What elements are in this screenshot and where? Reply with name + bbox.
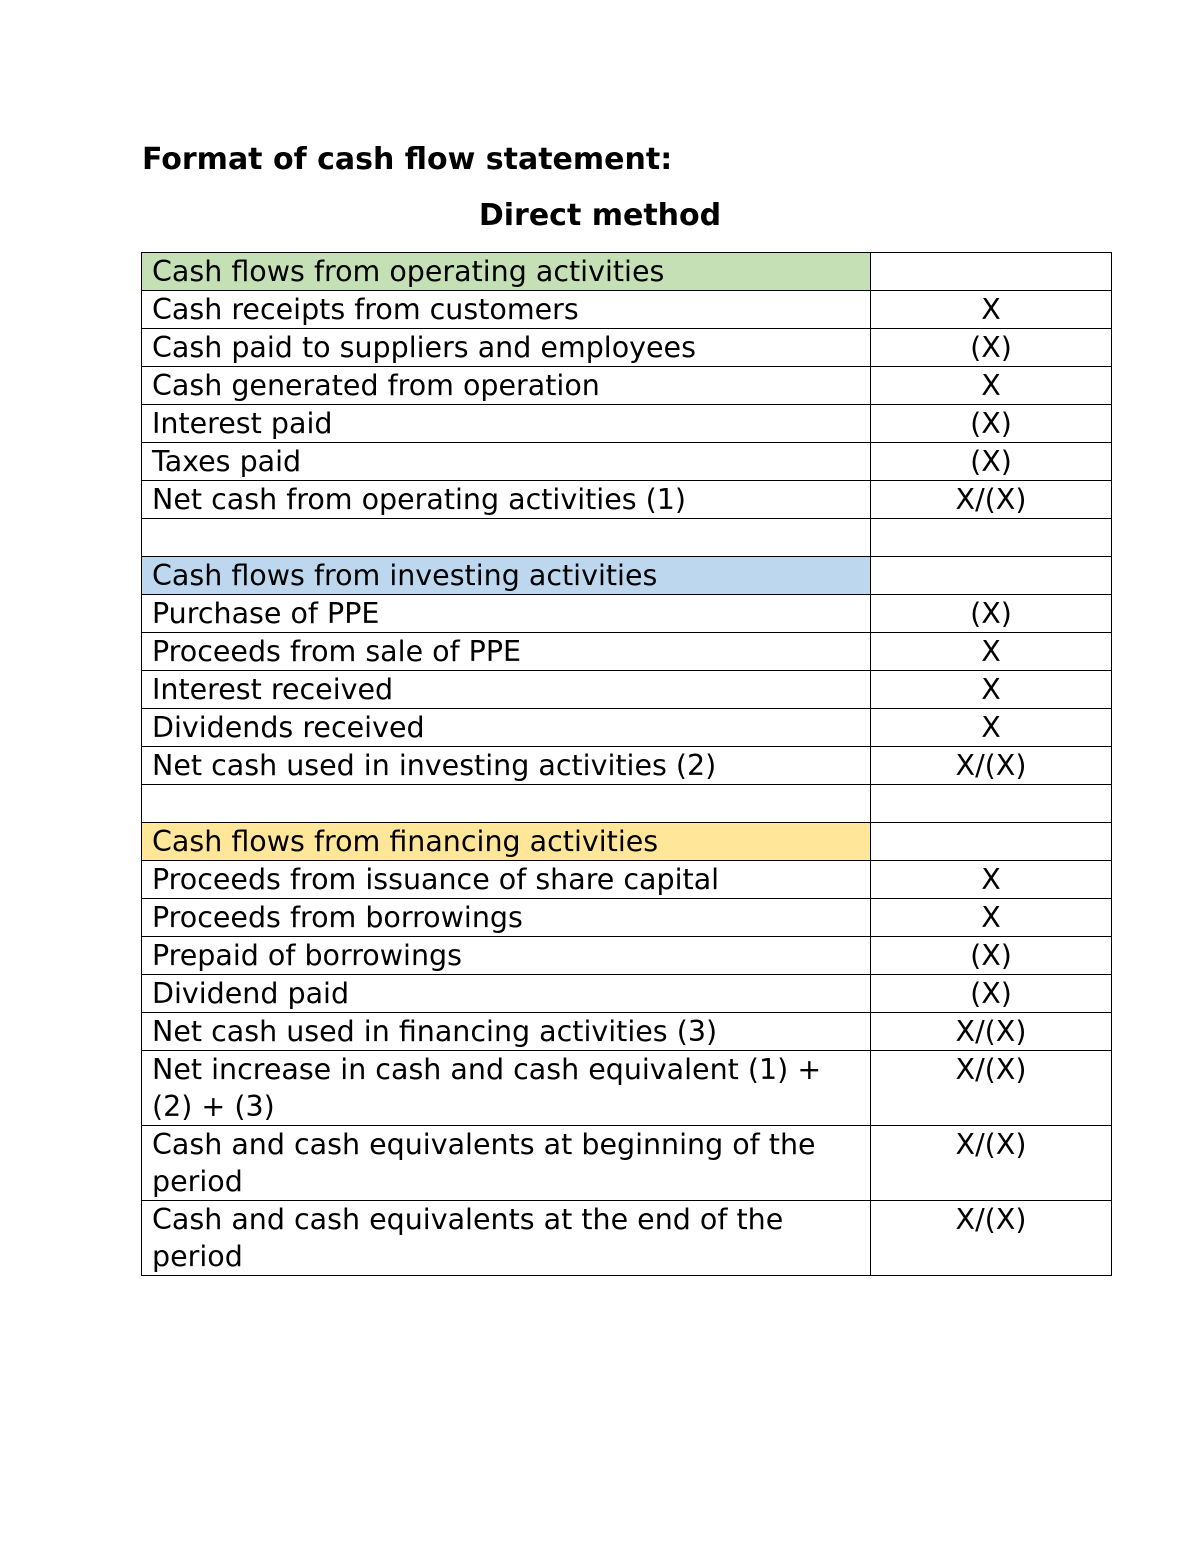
- row-value: X/(X): [871, 1013, 1112, 1051]
- row-label: Taxes paid: [142, 443, 871, 481]
- operating-header: Cash flows from operating activities: [142, 253, 871, 291]
- total-value: X/(X): [871, 1201, 1112, 1276]
- empty-cell: [871, 785, 1112, 823]
- table-row: [142, 291, 1112, 329]
- row-value: X: [871, 861, 1112, 899]
- table-row: [142, 747, 1112, 785]
- table-row: [142, 367, 1112, 405]
- row-label: Interest paid: [142, 405, 871, 443]
- row-label: Cash paid to suppliers and employees: [142, 329, 871, 367]
- table-row: [142, 405, 1112, 443]
- total-value: X/(X): [871, 1126, 1112, 1201]
- total-label: Net increase in cash and cash equivalent (1) + (2) + (3): [142, 1051, 871, 1126]
- row-value: X: [871, 633, 1112, 671]
- row-value: (X): [871, 443, 1112, 481]
- total-row: [142, 1201, 1112, 1276]
- section-header-row: [142, 253, 1112, 291]
- table-row: [142, 975, 1112, 1013]
- row-value: (X): [871, 975, 1112, 1013]
- row-value: X: [871, 291, 1112, 329]
- row-label: Purchase of PPE: [142, 595, 871, 633]
- financing-header: Cash flows from financing activities: [142, 823, 871, 861]
- row-value: X/(X): [871, 481, 1112, 519]
- row-value: X: [871, 367, 1112, 405]
- row-value: (X): [871, 329, 1112, 367]
- table-row: [142, 633, 1112, 671]
- row-label: Dividends received: [142, 709, 871, 747]
- row-label: Dividend paid: [142, 975, 871, 1013]
- row-label: Cash generated from operation: [142, 367, 871, 405]
- empty-cell: [871, 557, 1112, 595]
- row-label: Cash receipts from customers: [142, 291, 871, 329]
- total-value: X/(X): [871, 1051, 1112, 1126]
- section-header-row: [142, 557, 1112, 595]
- investing-header: Cash flows from investing activities: [142, 557, 871, 595]
- row-value: (X): [871, 937, 1112, 975]
- total-label: Cash and cash equivalents at beginning of the period: [142, 1126, 871, 1201]
- row-value: X: [871, 671, 1112, 709]
- table-row: [142, 899, 1112, 937]
- spacer-row: [142, 785, 1112, 823]
- total-label: Cash and cash equivalents at the end of the period: [142, 1201, 871, 1276]
- empty-cell: [871, 519, 1112, 557]
- spacer-row: [142, 519, 1112, 557]
- page-title: Format of cash flow statement:: [142, 142, 673, 177]
- empty-cell: [142, 785, 871, 823]
- empty-cell: [871, 253, 1112, 291]
- row-label: Interest received: [142, 671, 871, 709]
- section-header-row: [142, 823, 1112, 861]
- total-row: [142, 1051, 1112, 1126]
- table-row: [142, 595, 1112, 633]
- row-value: X: [871, 899, 1112, 937]
- table-row: [142, 861, 1112, 899]
- table-row: [142, 937, 1112, 975]
- table-row: [142, 1013, 1112, 1051]
- row-value: X: [871, 709, 1112, 747]
- table-row: [142, 671, 1112, 709]
- row-value: (X): [871, 405, 1112, 443]
- row-label: Net cash used in financing activities (3): [142, 1013, 871, 1051]
- table-row: [142, 481, 1112, 519]
- table-row: [142, 709, 1112, 747]
- table-row: [142, 443, 1112, 481]
- row-label: Proceeds from issuance of share capital: [142, 861, 871, 899]
- row-label: Proceeds from borrowings: [142, 899, 871, 937]
- row-label: Proceeds from sale of PPE: [142, 633, 871, 671]
- row-label: Prepaid of borrowings: [142, 937, 871, 975]
- row-label: Net cash used in investing activities (2): [142, 747, 871, 785]
- total-row: [142, 1126, 1112, 1201]
- empty-cell: [871, 823, 1112, 861]
- table-row: [142, 329, 1112, 367]
- row-value: (X): [871, 595, 1112, 633]
- page-subtitle: Direct method: [478, 198, 722, 233]
- cash-flow-table: [141, 252, 1112, 1276]
- row-label: Net cash from operating activities (1): [142, 481, 871, 519]
- row-value: X/(X): [871, 747, 1112, 785]
- empty-cell: [142, 519, 871, 557]
